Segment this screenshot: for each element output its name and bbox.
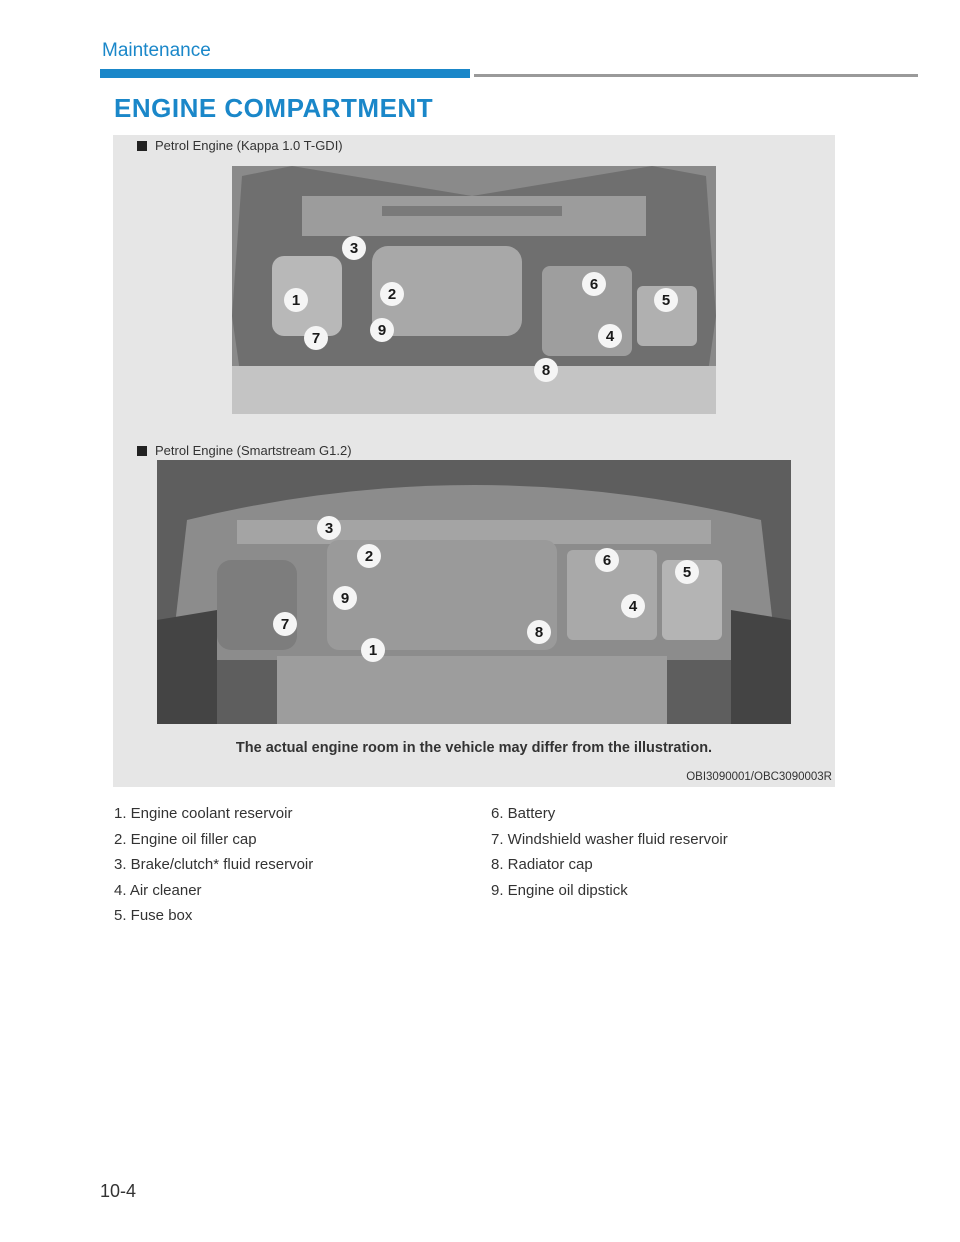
legend-right [491, 801, 728, 903]
legend-item: 4. Air cleaner [114, 881, 202, 899]
page-number: 10-4 [100, 1181, 137, 1201]
callout-4: 4 [605, 328, 615, 345]
figure-caption-smartstream [137, 443, 352, 458]
header-rule-accent [100, 69, 470, 78]
callout-5: 5 [661, 292, 671, 309]
legend-item: 8. Radiator cap [491, 856, 593, 874]
square-bullet-icon [137, 446, 147, 456]
callout-8: 8 [541, 362, 551, 379]
figure-caption-kappa [137, 138, 343, 153]
callout-7: 7 [280, 616, 290, 633]
page-title: ENGINE COMPARTMENT [114, 93, 434, 123]
legend-item: 9. Engine oil dipstick [491, 881, 628, 899]
callout-3: 3 [324, 520, 334, 537]
callout-2: 2 [364, 548, 374, 565]
legend-left [114, 801, 313, 929]
legend-item: 1. Engine coolant reservoir [114, 805, 293, 822]
legend-item: 6. Battery [491, 805, 556, 822]
legend-item: 7. Windshield washer fluid reservoir [491, 830, 728, 848]
header-rule-gray [474, 74, 918, 77]
figure-disclaimer: The actual engine room in the vehicle may differ from the illustration. [235, 740, 713, 756]
caption-text: Petrol Engine (Kappa 1.0 T-GDI) [155, 138, 343, 153]
legend-item: 2. Engine oil filler cap [114, 830, 257, 848]
callout-1: 1 [291, 292, 301, 309]
callout-7: 7 [311, 330, 321, 347]
callout-6: 6 [602, 552, 612, 569]
callout-6: 6 [589, 276, 599, 293]
section-label: Maintenance [102, 40, 211, 61]
callout-5: 5 [682, 564, 692, 581]
figure-code: OBI3090001/OBC3090003R [686, 771, 832, 783]
caption-text: Petrol Engine (Smartstream G1.2) [155, 443, 352, 458]
engine-illustration-kappa [232, 166, 716, 414]
square-bullet-icon [137, 141, 147, 151]
legend-item: 5. Fuse box [114, 907, 193, 925]
callout-1: 1 [368, 642, 378, 659]
callout-8: 8 [534, 624, 544, 641]
callout-3: 3 [349, 240, 359, 257]
callout-4: 4 [628, 598, 638, 615]
callout-2: 2 [387, 286, 397, 303]
callout-9: 9 [340, 590, 350, 607]
callout-9: 9 [377, 322, 387, 339]
engine-illustration-smartstream [157, 460, 791, 724]
legend-item: 3. Brake/clutch* fluid reservoir [114, 856, 314, 874]
